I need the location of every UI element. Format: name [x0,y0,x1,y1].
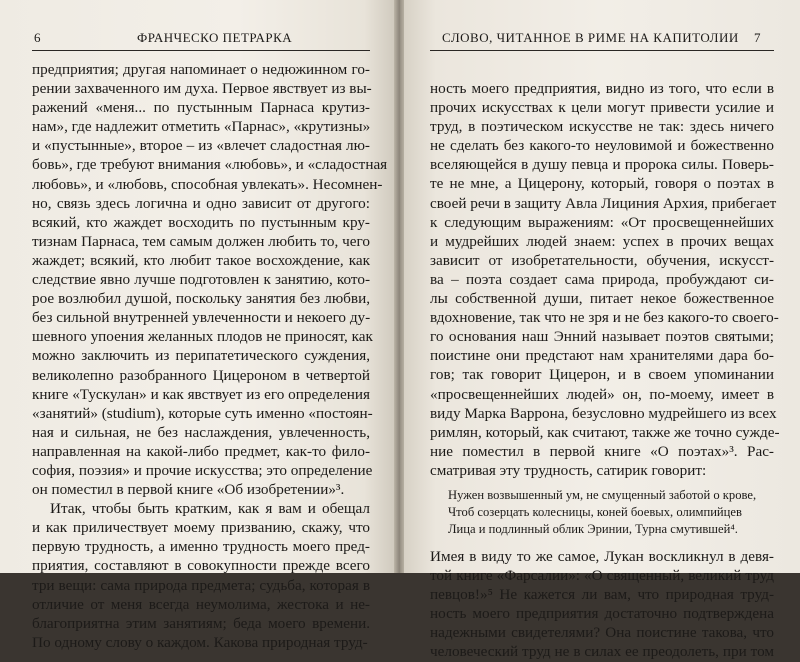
text-line: «занятий» (studium), которые суть именно «постоян- [32,404,373,422]
text-line: приятия, составляют в совокупности прежде всего [32,557,370,575]
text-line: можно заключить из перипатетического суждения, [32,347,370,365]
text-line: направленная на какой-либо предмет, как-то фило- [32,442,370,460]
text-line: он поместил в первой книге «Об изобретении»³. [32,481,345,499]
left-body-text [32,60,388,652]
text-line: человеческий труд не в силах ее преодолеть, при том [430,643,774,661]
text-line: прочих искусствах к цели могут привести усилие и [430,99,774,117]
right-running-head: СЛОВО, ЧИТАННОЕ В РИМЕ НА КАПИТОЛИИ [442,30,739,45]
text-line: ва – поэта создает сама природа, пробуждают си- [430,270,774,288]
text-line: той книге «Фарсалии»: «О священный, великий труд [430,567,774,585]
text-line: Чтоб созерцать колесницы, коней боевых, олимпийцев [448,505,742,519]
text-line: не сделать без какого-то неуловимой и божественно [430,137,774,155]
text-line: Нужен возвышенный ум, не смущенный заботой о крове, [448,488,757,502]
text-line: и «пустынные», второе – из «влечет сладостная лю- [32,137,370,155]
text-line: но, связь здесь логична и одно зависит от другого: [32,194,370,212]
text-line: ние поместил в первой книге «О поэтах»³. Рас- [430,442,774,460]
text-line: те не мне, а Цицерону, который, говоря о поэтах в [430,175,774,193]
text-line: любовь», и «любовь, способная увлекать». Несомнен- [32,175,383,193]
left-page-number: 6 [34,30,41,45]
text-line: к следующим выражениям: «От просвещеннейших [430,213,774,231]
text-line: труд, в поэтическом искусстве не так: здесь ничего [430,118,774,136]
right-body-text [430,79,780,480]
text-line: и как приличествует моему призванию, скажу, что [32,519,370,537]
text-line: следствие явно лучше подготовлен к занятию, кото- [32,271,370,289]
left-running-head: ФРАНЧЕСКО ПЕТРАРКА [137,30,293,45]
text-line: поистине они предстают нам хранителями дара бо- [430,347,774,365]
text-line: зависит от изобретательности, обучения, искусст- [430,251,774,269]
text-line: и мудрейших людей знаем: успех в прочих вещах [430,232,774,250]
text-line: софия, поэзия» и прочие искусства; это определение [32,461,373,479]
text-line: сматривая эту трудность, сатирик говорит: [430,461,707,479]
text-line: тизнам Парнаса, тем самым должен любить то, чего [32,232,370,250]
right-body-text-after-quote [430,547,774,662]
text-line: Имея в виду то же самое, Лукан воскликнул в девя- [430,548,774,565]
left-header-rule [32,50,370,51]
text-line: бовь», где требуют внимания «любовь», и «сладостная [32,156,388,174]
text-line: лы собственной души, питает некое божественное [430,290,774,308]
text-line: «просвещеннейших людей» он, по-моему, имеет в [430,385,774,403]
text-line: нам», где надлежит отметить «Парнас», «крутизны» [32,118,371,136]
text-line: предприятия; другая напоминает о недюжинном го- [32,61,370,78]
text-line: ная и сильная, не без наслаждения, увлеченность, [32,423,370,441]
text-line: рое возлюбил душой, поскольку занятия без любви, [32,290,370,308]
text-line: го основания наш Энний называет поэтов святыми; [430,328,774,346]
right-header-rule [430,50,774,51]
text-line: Итак, чтобы быть кратким, как я вам и обещал [50,500,370,518]
text-line: певцов!»⁵ Не кажется ли вам, что природная труд- [430,586,774,604]
text-line: шевного упоения желанных плодов не приносят, как [32,328,373,346]
text-line: жаждет; всякий, кто любит такое восхождение, как [32,251,370,269]
text-line: ражений «меня... по пустынным Парнаса крутиз- [32,99,370,117]
text-line: книге «Тускулан» и как явствует из его определения [32,385,371,403]
text-line: Лица и подлинный облик Эринии, Турна смутившей⁴. [448,522,738,536]
text-line: По одному слову о каждом. Какова природная труд- [32,633,368,651]
text-line: надежными свидетелями? Она поистине такова, что [430,624,774,642]
text-line: ность моего предприятия достаточно подтверждена [430,605,774,623]
text-line: рении захваченного им духа. Первое явствует из вы- [32,80,372,98]
text-line: своей речи в защиту Авла Лициния Архия, прибегает [430,194,777,212]
text-line: три вещи: сама природа предмета; судьба, которая в [32,576,370,594]
left-page [0,0,396,651]
text-line: великолепно разобранного Цицероном в четвертой [32,366,370,384]
verse-quote [448,487,768,538]
text-line: ность моего предприятия, видно из того, что если в [430,80,774,97]
text-line: виду Марка Варрона, безусловно мудрейшего из всех [430,404,777,422]
text-line: всякий, кто жаждет восходить по пустынным кру- [32,213,370,231]
right-page [404,0,800,661]
right-page-number: 7 [754,30,761,45]
text-line: римлян, который, как считают, также же точно сужде- [430,423,780,441]
text-line: вселяющейся в душу певца и пророка силы. Поверь- [430,156,774,174]
text-line: благоприятна этим занятиям; беда моего времени. [32,614,370,632]
text-line: отличие от меня всегда неумолима, жестока и не- [32,595,370,613]
text-line: первую трудность, а именно трудность моего пред- [32,538,370,556]
text-line: гов; так говорит Цицерон, и в своем упоминании [430,366,774,384]
text-line: без сильной внутренней увлеченности и некоего ду- [32,309,371,327]
text-line: вдохновение, так что не зря и не без какого-то своего- [430,309,779,327]
